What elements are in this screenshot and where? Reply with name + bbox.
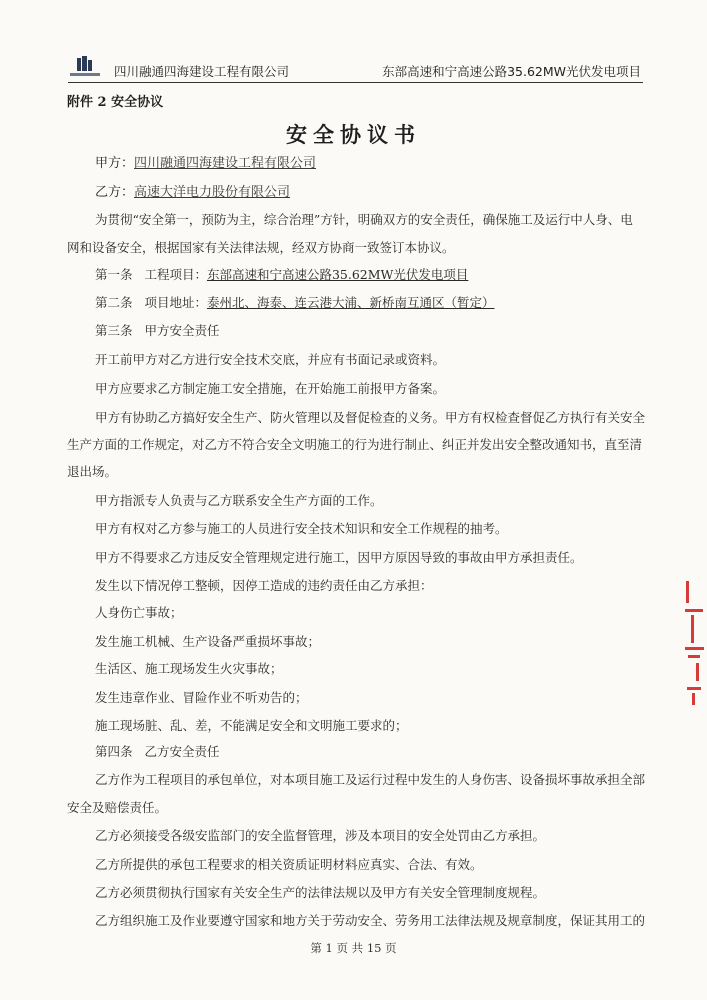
party-b-name: 高速大洋电力股份有限公司 (134, 185, 291, 200)
a3-item: 甲方不得要求乙方违反安全管理规定进行施工，因甲方原因导致的事故由甲方承担责任。 (95, 550, 583, 565)
a4-item: 乙方必须接受各级安监部门的安全监督管理，涉及本项目的安全处罚由乙方承担。 (95, 828, 546, 843)
a3-item: 退出场。 (67, 464, 118, 479)
a3-item: 发生施工机械、生产设备严重损坏事故； (95, 634, 321, 649)
intro-line-2: 网和设备安全，根据国家有关法律法规，经双方协商一致签订本协议。 (67, 240, 455, 255)
a3-item: 发生违章作业、冒险作业不听劝告的； (95, 690, 308, 705)
article-1-key: 工程项目： (144, 267, 207, 282)
party-a (95, 152, 316, 171)
article-2 (95, 293, 494, 311)
article-4-label: 第四条 (95, 744, 133, 759)
party-a-name: 四川融通四海建设工程有限公司 (134, 156, 317, 171)
a3-item: 甲方有权对乙方参与施工的人员进行安全技术知识和安全工作规程的抽考。 (95, 521, 508, 536)
page-footer: 第 1 页 共 15 页 (310, 941, 397, 955)
article-4-key: 乙方安全责任 (144, 744, 220, 759)
a4-item: 乙方所提供的承包工程要求的相关资质证明材料应真实、合法、有效。 (95, 857, 483, 872)
party-a-label: 甲方： (95, 156, 135, 171)
article-1-label: 第一条 (95, 267, 133, 282)
seal-stamp-icon (682, 575, 707, 710)
party-b-label: 乙方： (95, 185, 135, 200)
a4-item: 乙方组织施工及作业要遵守国家和地方关于劳动安全、劳务用工法律法规及规章制度，保证其用工的 (95, 913, 646, 928)
a3-item: 生产方面的工作规定，对乙方不符合安全文明施工的行为进行制止、纠正并发出安全整改通知书，直至清 (67, 437, 643, 452)
a3-item: 开工前甲方对乙方进行安全技术交底，并应有书面记录或资料。 (95, 352, 446, 367)
a3-item: 甲方应要求乙方制定施工安全措施，在开始施工前报甲方备案。 (95, 381, 446, 396)
a4-item: 乙方作为工程项目的承包单位，对本项目施工及运行过程中发生的人身伤害、设备损坏事故承担全部 (95, 772, 646, 787)
article-1 (95, 265, 468, 283)
article-3-label: 第三条 (95, 323, 133, 338)
article-3 (95, 321, 219, 339)
article-2-value: 泰州北、海泰、连云港大浦、新桥南互通区（暂定） (206, 295, 495, 310)
a4-item: 安全及赔偿责任。 (67, 800, 168, 815)
a3-item: 人身伤亡事故； (95, 605, 183, 620)
party-b (95, 181, 290, 200)
header-company: 四川融通四海建设工程有限公司 (114, 64, 290, 79)
intro-line-1: 为贯彻“安全第一，预防为主，综合治理”方针，明确双方的安全责任，确保施工及运行中人身、电 (95, 212, 633, 227)
a4-item: 乙方必须贯彻执行国家有关安全生产的法律法规以及甲方有关安全管理制度规程。 (95, 885, 546, 900)
article-2-label: 第二条 (95, 295, 133, 310)
a3-item: 生活区、施工现场发生火灾事故； (95, 661, 283, 676)
a3-item: 甲方有协助乙方搞好安全生产、防火管理以及督促检查的义务。甲方有权检查督促乙方执行有关安全 (95, 410, 646, 425)
page-title: 安全协议书 (286, 122, 421, 147)
header-project: 东部高速和宁高速公路35.62MW光伏发电项目 (382, 64, 641, 79)
page-header (68, 54, 643, 83)
article-1-value: 东部高速和宁高速公路35.62MW光伏发电项目 (206, 267, 469, 282)
company-logo-icon (68, 56, 102, 78)
a3-item: 发生以下情况停工整顿，因停工造成的违约责任由乙方承担： (95, 578, 433, 593)
article-3-key: 甲方安全责任 (144, 323, 220, 338)
a3-item: 施工现场脏、乱、差，不能满足安全和文明施工要求的； (95, 718, 408, 733)
a3-item: 甲方指派专人负责与乙方联系安全生产方面的工作。 (95, 493, 383, 508)
article-2-key: 项目地址： (144, 295, 207, 310)
attachment-label: 附件 2 安全协议 (67, 95, 164, 110)
article-4 (95, 742, 219, 760)
